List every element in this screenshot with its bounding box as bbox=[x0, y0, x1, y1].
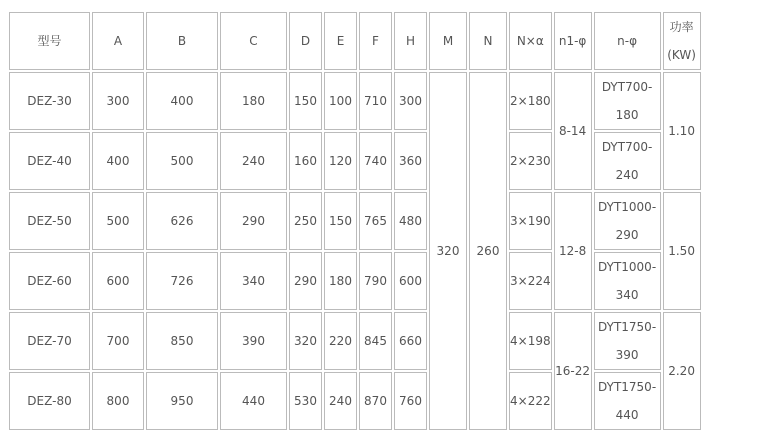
cell-n-phi bbox=[594, 192, 661, 250]
cell-n-phi bbox=[594, 372, 661, 430]
header-n1-phi: n1-φ bbox=[554, 12, 592, 70]
cell-f: 790 bbox=[359, 252, 392, 310]
table-row bbox=[9, 72, 701, 130]
cell-n-phi bbox=[594, 132, 661, 190]
cell-n-phi-line2: 290 bbox=[615, 228, 639, 242]
header-power-unit: (KW) bbox=[667, 48, 696, 62]
cell-n1-phi: 12-8 bbox=[554, 192, 592, 310]
cell-n1-phi: 8-14 bbox=[554, 72, 592, 190]
cell-b: 726 bbox=[146, 252, 218, 310]
cell-n: 260 bbox=[469, 72, 507, 430]
cell-d: 150 bbox=[289, 72, 322, 130]
cell-f: 845 bbox=[359, 312, 392, 370]
cell-d: 250 bbox=[289, 192, 322, 250]
spec-table bbox=[7, 10, 703, 432]
cell-n-phi bbox=[594, 312, 661, 370]
cell-model: DEZ-80 bbox=[9, 372, 90, 430]
cell-n-phi-line2: 340 bbox=[615, 288, 639, 302]
cell-f: 765 bbox=[359, 192, 392, 250]
cell-e: 120 bbox=[324, 132, 357, 190]
cell-model: DEZ-60 bbox=[9, 252, 90, 310]
cell-e: 100 bbox=[324, 72, 357, 130]
cell-model: DEZ-30 bbox=[9, 72, 90, 130]
header-n-alpha: N×α bbox=[509, 12, 552, 70]
header-m: M bbox=[429, 12, 467, 70]
header-b: B bbox=[146, 12, 218, 70]
cell-n-phi-line1: DYT700- bbox=[601, 80, 653, 94]
header-h: H bbox=[394, 12, 427, 70]
cell-c: 390 bbox=[220, 312, 287, 370]
header-e: E bbox=[324, 12, 357, 70]
cell-n-phi-line2: 240 bbox=[615, 168, 639, 182]
cell-e: 240 bbox=[324, 372, 357, 430]
cell-d: 160 bbox=[289, 132, 322, 190]
header-model: 型号 bbox=[9, 12, 90, 70]
cell-n-alpha: 4×198 bbox=[509, 312, 552, 370]
cell-h: 660 bbox=[394, 312, 427, 370]
cell-n-phi-line1: DYT700- bbox=[601, 140, 653, 154]
header-n: N bbox=[469, 12, 507, 70]
cell-a: 700 bbox=[92, 312, 144, 370]
cell-m: 320 bbox=[429, 72, 467, 430]
cell-c: 340 bbox=[220, 252, 287, 310]
cell-c: 240 bbox=[220, 132, 287, 190]
table-row bbox=[9, 252, 701, 310]
cell-model: DEZ-70 bbox=[9, 312, 90, 370]
cell-a: 300 bbox=[92, 72, 144, 130]
cell-n-alpha: 4×222 bbox=[509, 372, 552, 430]
cell-e: 150 bbox=[324, 192, 357, 250]
cell-b: 400 bbox=[146, 72, 218, 130]
cell-n-alpha: 2×180 bbox=[509, 72, 552, 130]
cell-a: 400 bbox=[92, 132, 144, 190]
cell-power: 1.50 bbox=[663, 192, 701, 310]
cell-model: DEZ-50 bbox=[9, 192, 90, 250]
cell-a: 500 bbox=[92, 192, 144, 250]
table-row bbox=[9, 132, 701, 190]
cell-h: 600 bbox=[394, 252, 427, 310]
cell-e: 220 bbox=[324, 312, 357, 370]
cell-power: 2.20 bbox=[663, 312, 701, 430]
table-row bbox=[9, 312, 701, 370]
cell-c: 440 bbox=[220, 372, 287, 430]
cell-n-phi-line2: 390 bbox=[615, 348, 639, 362]
header-a: A bbox=[92, 12, 144, 70]
cell-n-phi-line1: DYT1000- bbox=[598, 260, 657, 274]
cell-h: 760 bbox=[394, 372, 427, 430]
cell-f: 710 bbox=[359, 72, 392, 130]
cell-n-alpha: 3×190 bbox=[509, 192, 552, 250]
cell-n-phi bbox=[594, 252, 661, 310]
table-row bbox=[9, 192, 701, 250]
header-power bbox=[663, 12, 701, 70]
cell-e: 180 bbox=[324, 252, 357, 310]
cell-b: 500 bbox=[146, 132, 218, 190]
header-row bbox=[9, 12, 701, 70]
cell-n-alpha: 2×230 bbox=[509, 132, 552, 190]
cell-n-phi bbox=[594, 72, 661, 130]
cell-b: 626 bbox=[146, 192, 218, 250]
cell-n-phi-line2: 440 bbox=[615, 408, 639, 422]
cell-a: 600 bbox=[92, 252, 144, 310]
header-power-label: 功率 bbox=[669, 20, 694, 34]
cell-model: DEZ-40 bbox=[9, 132, 90, 190]
cell-a: 800 bbox=[92, 372, 144, 430]
header-f: F bbox=[359, 12, 392, 70]
cell-d: 290 bbox=[289, 252, 322, 310]
cell-h: 360 bbox=[394, 132, 427, 190]
cell-n-phi-line1: DYT1750- bbox=[598, 380, 657, 394]
cell-c: 290 bbox=[220, 192, 287, 250]
cell-d: 320 bbox=[289, 312, 322, 370]
table-row bbox=[9, 372, 701, 430]
header-d: D bbox=[289, 12, 322, 70]
cell-b: 950 bbox=[146, 372, 218, 430]
cell-d: 530 bbox=[289, 372, 322, 430]
cell-n-phi-line1: DYT1000- bbox=[598, 200, 657, 214]
cell-b: 850 bbox=[146, 312, 218, 370]
header-c: C bbox=[220, 12, 287, 70]
cell-n-phi-line1: DYT1750- bbox=[598, 320, 657, 334]
cell-n1-phi: 16-22 bbox=[554, 312, 592, 430]
cell-n-alpha: 3×224 bbox=[509, 252, 552, 310]
cell-power: 1.10 bbox=[663, 72, 701, 190]
cell-f: 870 bbox=[359, 372, 392, 430]
cell-h: 300 bbox=[394, 72, 427, 130]
header-n-phi: n-φ bbox=[594, 12, 661, 70]
cell-h: 480 bbox=[394, 192, 427, 250]
cell-n-phi-line2: 180 bbox=[615, 108, 639, 122]
cell-c: 180 bbox=[220, 72, 287, 130]
cell-f: 740 bbox=[359, 132, 392, 190]
